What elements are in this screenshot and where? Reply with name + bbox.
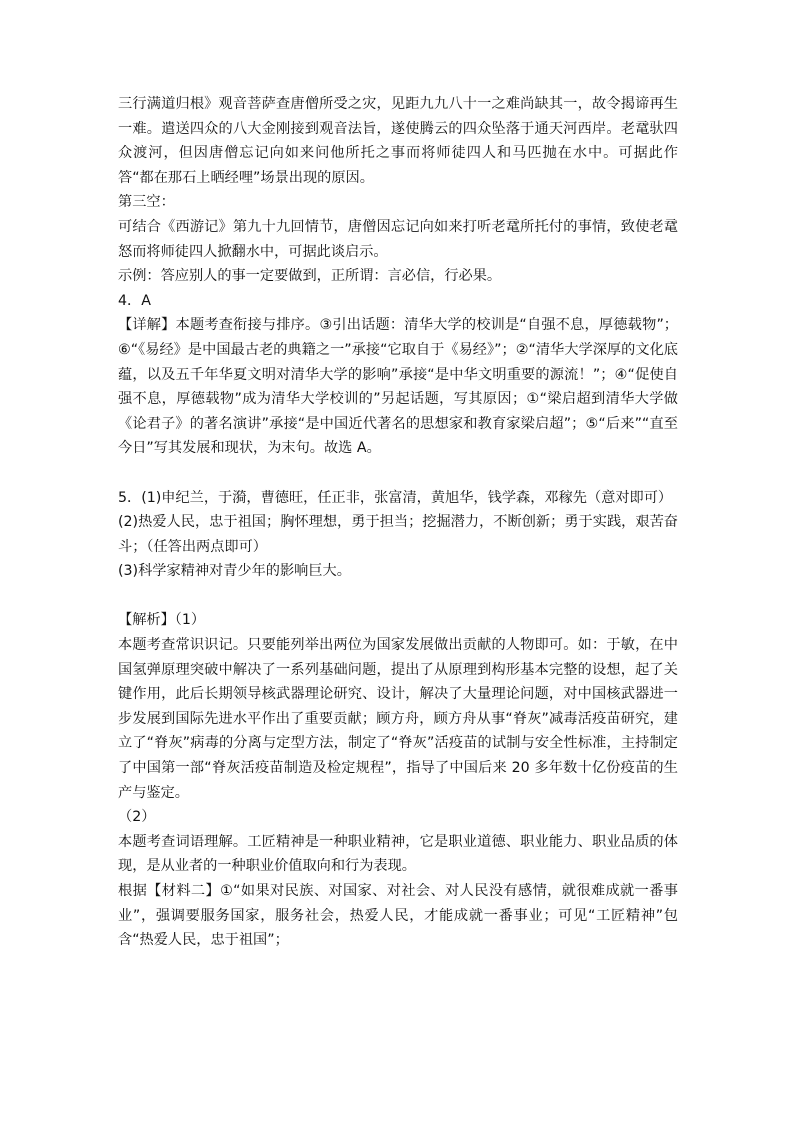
analysis-subheading-2: （2） xyxy=(118,809,156,826)
analysis-part-1: 本题考查常识识记。只要能列举出两位为国家发展做出贡献的人物即可。如：于敏，在中国氢弹原理突破中解决了一系列基础问题，提出了从原理到构形基本完整的设想，起了关键作用，此后长期领导核武器理论研究、设计，解决了大量理论问题，对中国核武器进一步发展到国际先进水平作出了重要贡献；顾方舟，顾方舟从事“脊灰”减毒活疫苗研究，建立了“脊灰”病毒的分离与定型方法，制定了“脊灰”活疫苗的试制与安全性标准，主持制定了中国第一部“脊灰活疫苗制造及检定规程”，指导了中国后来 20 多年数十亿份疫苗的生产与鉴定。 xyxy=(118,637,678,801)
paragraph-1: 三行满道归根》观音菩萨查唐僧所受之灾，见距九九八十一之难尚缺其一，故令揭谛再生一难。遣送四众的八大金刚接到观音法旨，遂使腾云的四众坠落于通天河西岸。老鼋驮四众渡河，但因唐僧忘记向如来问他所托之事而将师徒四人和马匹抛在水中。可据此作答“都在那石上晒经哩”场景出现的原因。 xyxy=(118,96,678,186)
blank-line xyxy=(118,584,678,609)
paragraph-4: 示例：答应别人的事一定要做到，正所谓：言必信，行必果。 xyxy=(118,268,502,285)
analysis-part-2: 本题考查词语理解。工匠精神是一种职业精神，它是职业道德、职业能力、职业品质的体现，是从业者的一种职业价值取向和行为表现。 xyxy=(118,833,678,875)
answer-text-body xyxy=(118,92,678,953)
analysis-heading: 【解析】（1） xyxy=(118,612,206,629)
question-4-answer: 4．A xyxy=(118,292,151,309)
paragraph-3: 可结合《西游记》第九十九回情节，唐僧因忘记向如来打听老鼋所托付的事情，致使老鼋怒而将师徒四人掀翻水中，可据此谈启示。 xyxy=(118,218,678,260)
question-5-answer-2: (2)热爱人民，忠于祖国；胸怀理想，勇于担当；挖掘潜力，不断创新；勇于实践，艰苦奋斗；（任答出两点即可） xyxy=(118,514,678,555)
analysis-part-3: 根据【材料二】①“如果对民族、对国家、对社会、对人民没有感情，就很难成就一番事业”，强调要服务国家，服务社会，热爱人民，才能成就一番事业；可见“工匠精神”包含“热爱人民，忠于祖国”； xyxy=(118,883,678,949)
question-5-answer-1: 5．(1)申纪兰，于漪，曹德旺，任正非，张富清，黄旭华，钱学森，邓稼先（意对即可） xyxy=(118,489,673,506)
blank-line xyxy=(118,461,678,486)
question-5-answer-3: (3)科学家精神对青少年的影响巨大。 xyxy=(118,563,351,580)
paragraph-2: 第三空： xyxy=(118,194,175,211)
question-4-explanation: 【详解】本题考查衔接与排序。③引出话题：清华大学的校训是“自强不息，厚德载物”；⑥“《易经》是中国最古老的典籍之一”承接“它取自于《易经》”；②“清华大学深厚的文化底蕴，以及五千年华夏文明对清华大学的影响”承接“是中华文明重要的源流！”；④“促使自强不息，厚德载物”成为清华大学校训的”另起话题，写其原因；①“梁启超到清华大学做《论君子》的著名演讲”承接“是中国近代著名的思想家和教育家梁启超”；⑤“后来”“直至今日”写其发展和现状，为末句。故选 A。 xyxy=(118,317,678,457)
